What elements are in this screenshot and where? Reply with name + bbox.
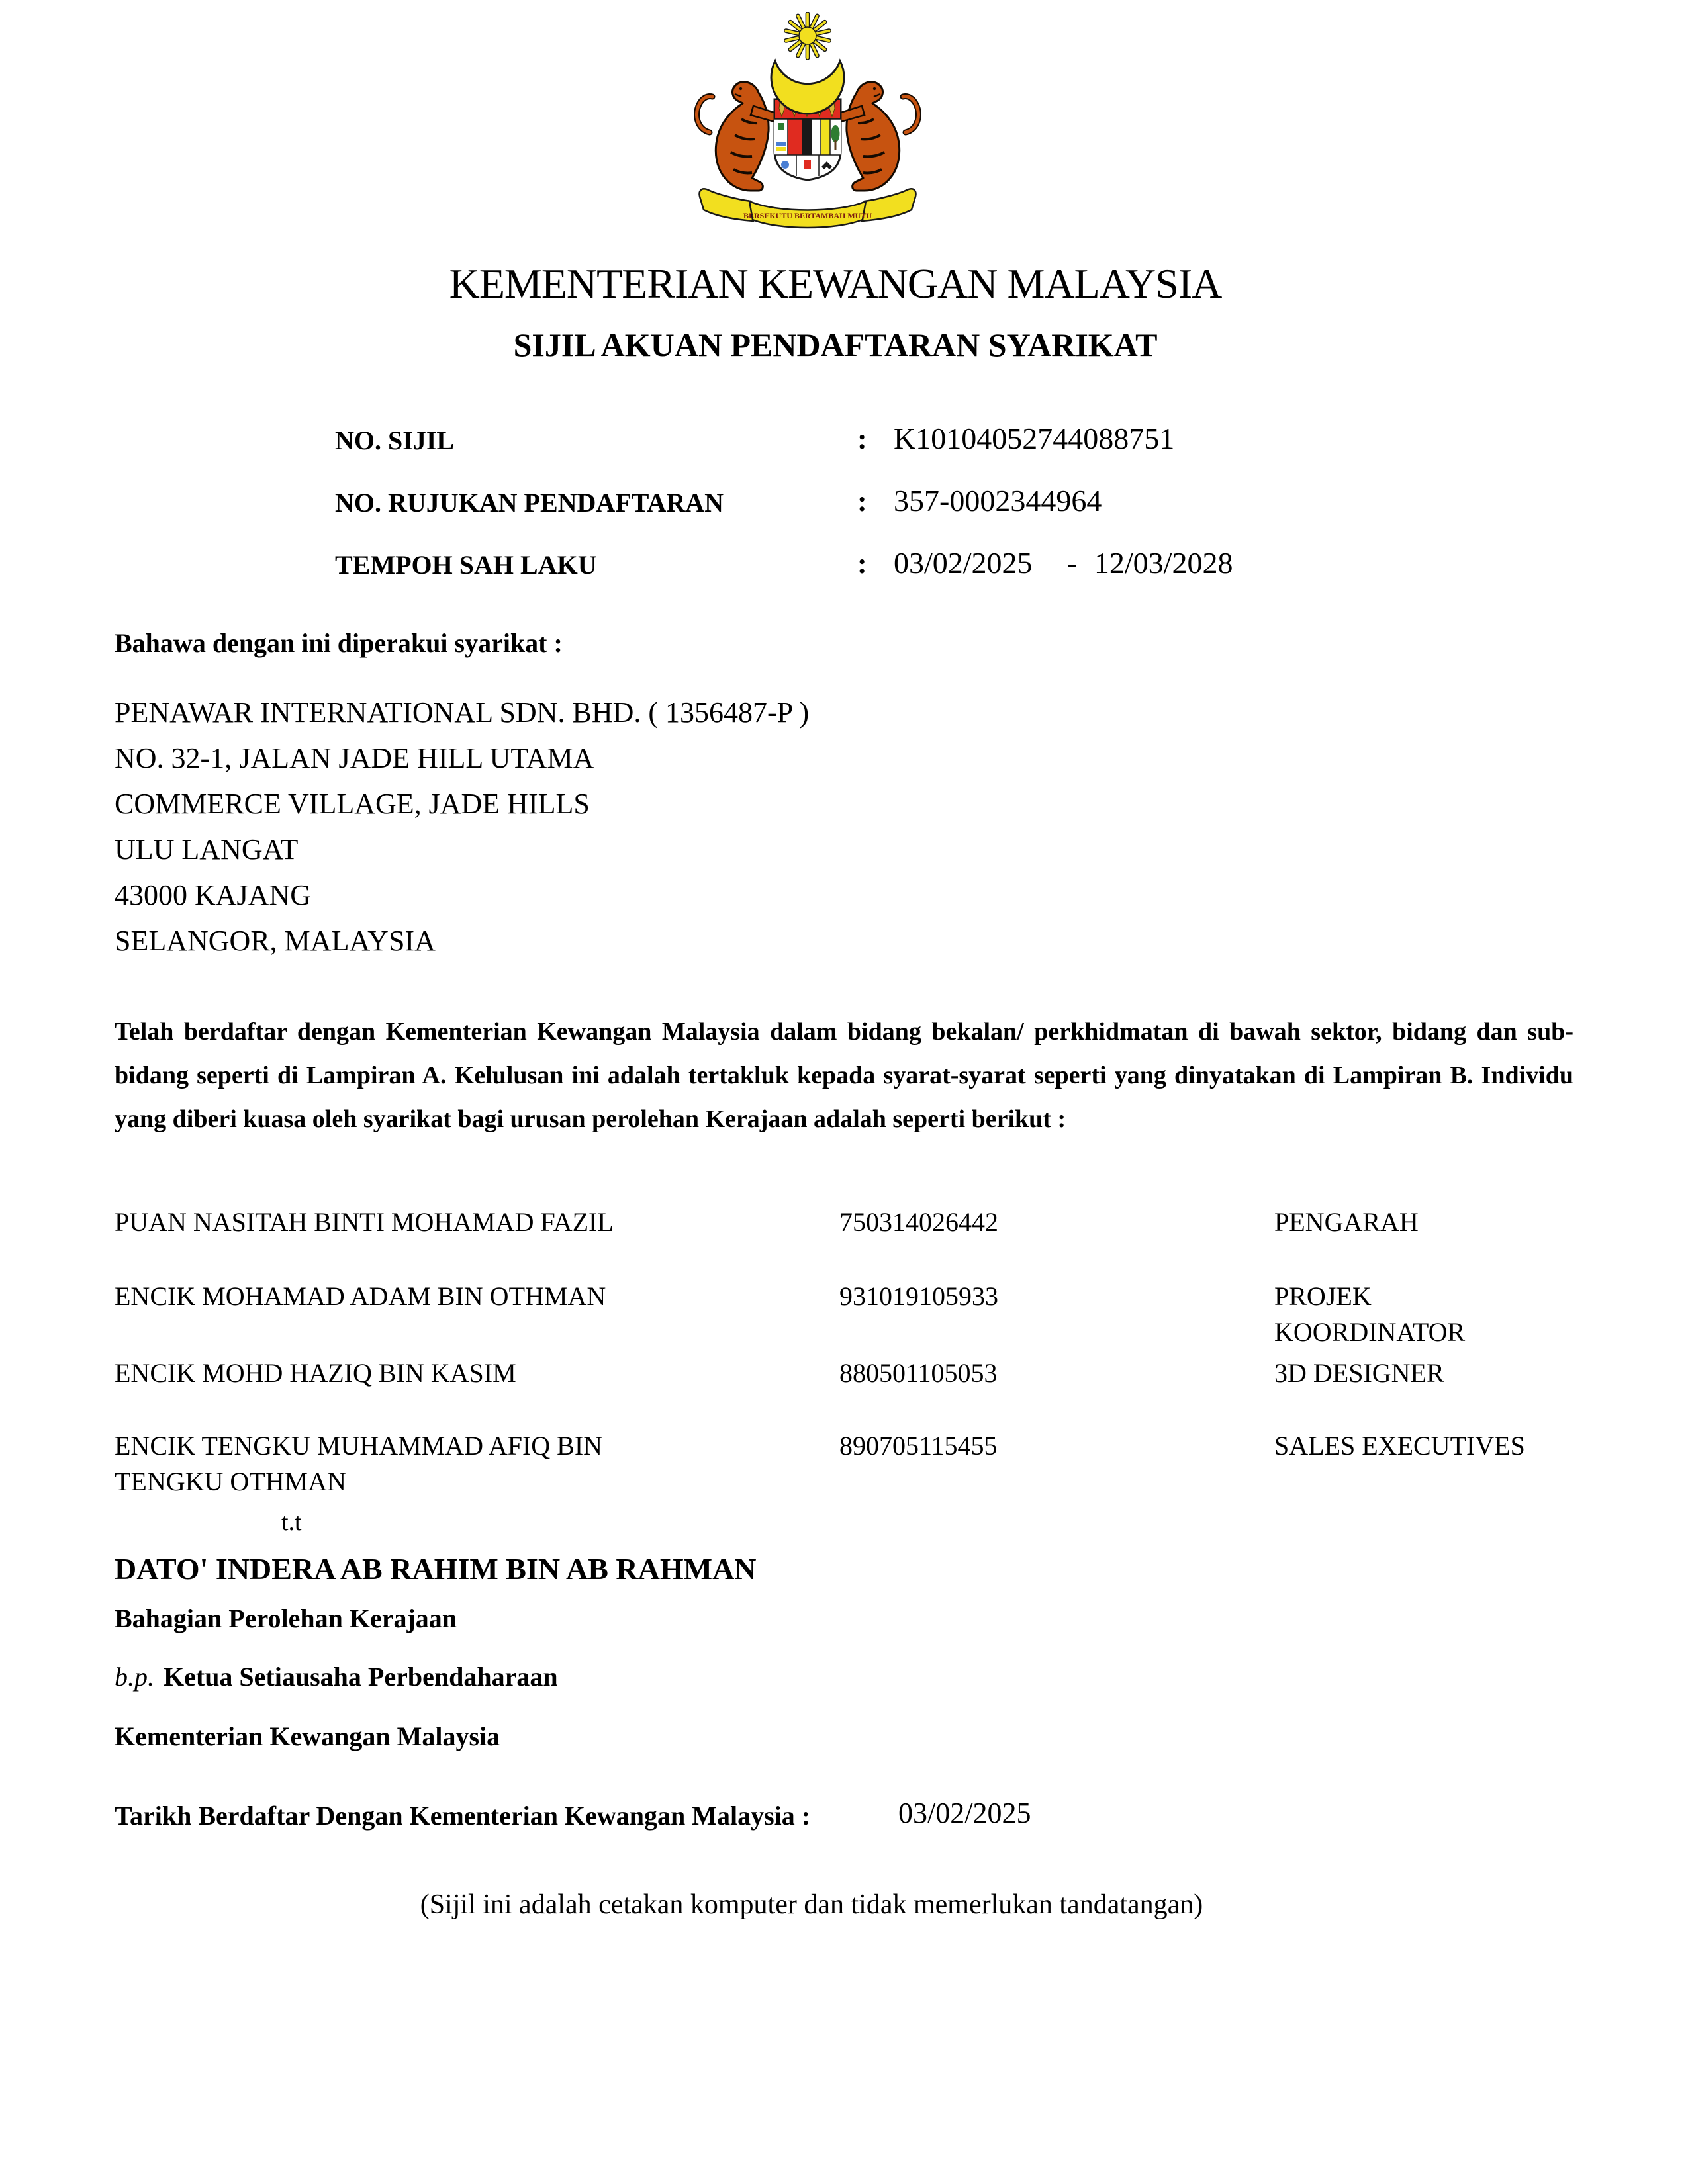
company-address-line: SELANGOR, MALAYSIA: [115, 925, 436, 957]
right-tiger: [841, 82, 918, 191]
representative-name: ENCIK MOHD HAZIQ BIN KASIM: [115, 1358, 516, 1388]
registration-paragraph: Telah berdaftar dengan Kementerian Kewangan Malaysia dalam bidang bekalan/ perkhidmatan di bawah sektor, bidang dan sub-bidang seperti di Lampiran A. Kelulusan ini adalah tertakluk kepada syarat-syarat seperti yang dinyatakan di Lampiran B. Individu yang diberi kuasa oleh syarikat bagi urusan perolehan Kerajaan adalah seperti berikut :: [115, 1018, 1573, 1133]
computer-printed-note: (Sijil ini adalah cetakan komputer dan tidak memerlukan tandatangan): [420, 1889, 1203, 1920]
representative-name: ENCIK MOHAMAD ADAM BIN OTHMAN: [115, 1281, 606, 1311]
representative-name: PUAN NASITAH BINTI MOHAMAD FAZIL: [115, 1207, 614, 1237]
validity-row: [335, 545, 1460, 592]
company-address-line: ULU LANGAT: [115, 833, 299, 866]
representative-ic-number: 931019105933: [839, 1281, 998, 1311]
date-range-dash: -: [1066, 546, 1077, 580]
signed-mark: t.t: [281, 1508, 302, 1536]
ref-no-label: NO. RUJUKAN PENDAFTARAN: [335, 488, 724, 518]
representative-position: SALES EXECUTIVES: [1274, 1431, 1525, 1461]
certificate-subtitle: SIJIL AKUAN PENDAFTARAN SYARIKAT: [513, 326, 1158, 363]
representative-ic-number: 880501105053: [839, 1358, 998, 1388]
colon-separator: :: [857, 423, 867, 455]
company-address-line: COMMERCE VILLAGE, JADE HILLS: [115, 788, 590, 820]
ref-no-value: 357-0002344964: [894, 484, 1102, 518]
declaration-intro: Bahawa dengan ini diperakui syarikat :: [115, 628, 563, 658]
motto-text: BERSEKUTU BERTAMBAH MUTU: [743, 211, 872, 220]
company-block: [115, 690, 1573, 964]
registered-date-label: Tarikh Berdaftar Dengan Kementerian Kewangan Malaysia :: [115, 1801, 811, 1831]
representative-name: ENCIK TENGKU MUHAMMAD AFIQ BIN TENGKU OTHMAN: [115, 1431, 603, 1496]
validity-value: [894, 545, 1233, 580]
on-behalf-line: [115, 1661, 558, 1692]
motto-ribbon: [700, 189, 916, 228]
federal-star-icon: [784, 12, 831, 60]
cert-no-value: K10104052744088751: [894, 422, 1175, 455]
on-behalf-title: Ketua Setiausaha Perbendaharaan: [164, 1662, 558, 1692]
signatory-division: Bahagian Perolehan Kerajaan: [115, 1604, 457, 1633]
company-address-line: 43000 KAJANG: [115, 879, 311, 911]
colon-separator: :: [857, 547, 867, 580]
signatory-ministry: Kementerian Kewangan Malaysia: [115, 1721, 500, 1751]
cert-no-row: [335, 421, 1460, 467]
ref-no-row: [335, 483, 1460, 529]
representative-ic-number: 750314026442: [839, 1207, 998, 1237]
representative-position: PENGARAH: [1274, 1207, 1419, 1237]
representative-ic-number: 890705115455: [839, 1431, 998, 1461]
left-tiger: [697, 82, 774, 191]
company-name: PENAWAR INTERNATIONAL SDN. BHD. ( 1356487-P ): [115, 696, 810, 729]
valid-to-date: 12/03/2028: [1094, 546, 1233, 580]
validity-label: TEMPOH SAH LAKU: [335, 550, 597, 580]
registered-date-value: 03/02/2025: [898, 1797, 1031, 1829]
valid-from-date: 03/02/2025: [894, 546, 1033, 580]
signatory-name: DATO' INDERA AB RAHIM BIN AB RAHMAN: [115, 1552, 757, 1586]
page-title: KEMENTERIAN KEWANGAN MALAYSIA: [449, 260, 1222, 307]
representative-position: PROJEK KOORDINATOR: [1274, 1281, 1466, 1347]
colon-separator: :: [857, 485, 867, 518]
on-behalf-prefix: b.p.: [115, 1662, 154, 1692]
representative-position: 3D DESIGNER: [1274, 1358, 1444, 1388]
malaysia-coat-of-arms-icon: [675, 12, 940, 237]
company-address-line: NO. 32-1, JALAN JADE HILL UTAMA: [115, 742, 594, 774]
cert-no-label: NO. SIJIL: [335, 426, 455, 455]
